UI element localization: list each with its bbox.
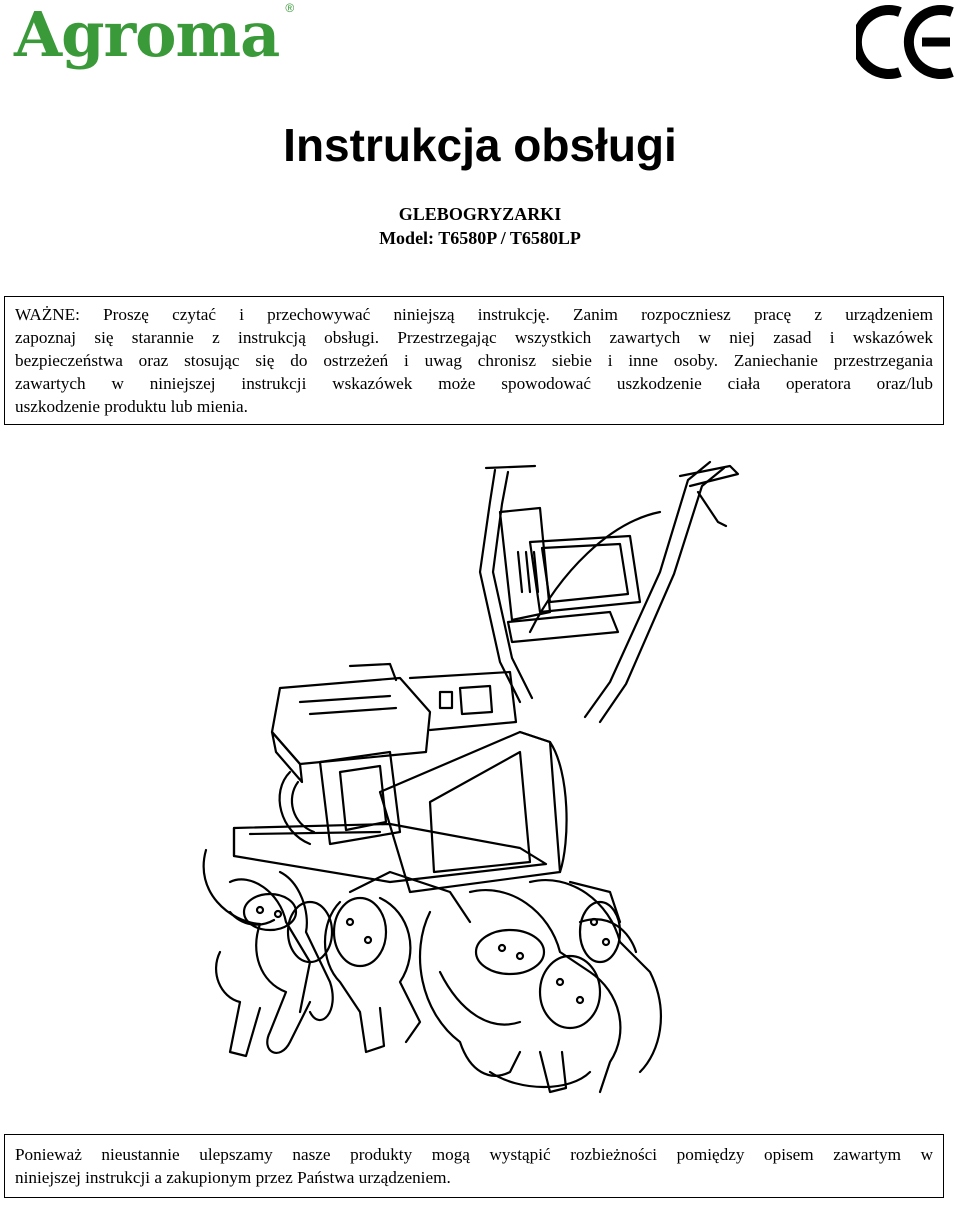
agroma-logo xyxy=(14,0,294,71)
model-number: Model: T6580P / T6580LP xyxy=(379,228,581,248)
notice-line: zawartych w niniejszej instrukcji wskazówek może spowodować uszkodzenie ciała operatora oraz/lub xyxy=(15,374,933,393)
disclaimer-line: niniejszej instrukcji a zakupionym przez Państwa urządzeniem. xyxy=(15,1168,451,1187)
disclaimer-line: Ponieważ nieustannie ulepszamy nasze produkty mogą wystąpić rozbieżności pomiędzy opisem zawartym w xyxy=(15,1145,933,1164)
important-notice xyxy=(4,296,944,425)
logo-text: Agroma xyxy=(14,0,280,71)
notice-line: uszkodzenie produktu lub mienia. xyxy=(15,397,248,416)
registered-mark: ® xyxy=(285,1,294,15)
disclaimer-notice xyxy=(4,1134,944,1198)
ce-mark-icon xyxy=(856,4,956,80)
rotary-tiller-icon xyxy=(190,452,770,1112)
notice-line: zapoznaj się starannie z instrukcją obsługi. Przestrzegając wszystkich zawartych w niej zasad i wskazówek xyxy=(15,328,933,347)
notice-line: bezpieczeństwa oraz stosując się do ostrzeżeń i uwag chronisz siebie i inne osoby. Zaniechanie przestrzegania xyxy=(15,351,933,370)
product-name: GLEBOGRYZARKI xyxy=(398,204,562,224)
page-title: Instrukcja obsługi xyxy=(283,119,677,171)
notice-line: WAŻNE: Proszę czytać i przechowywać niniejszą instrukcję. Zanim rozpoczniesz pracę z urządzeniem xyxy=(15,305,933,324)
